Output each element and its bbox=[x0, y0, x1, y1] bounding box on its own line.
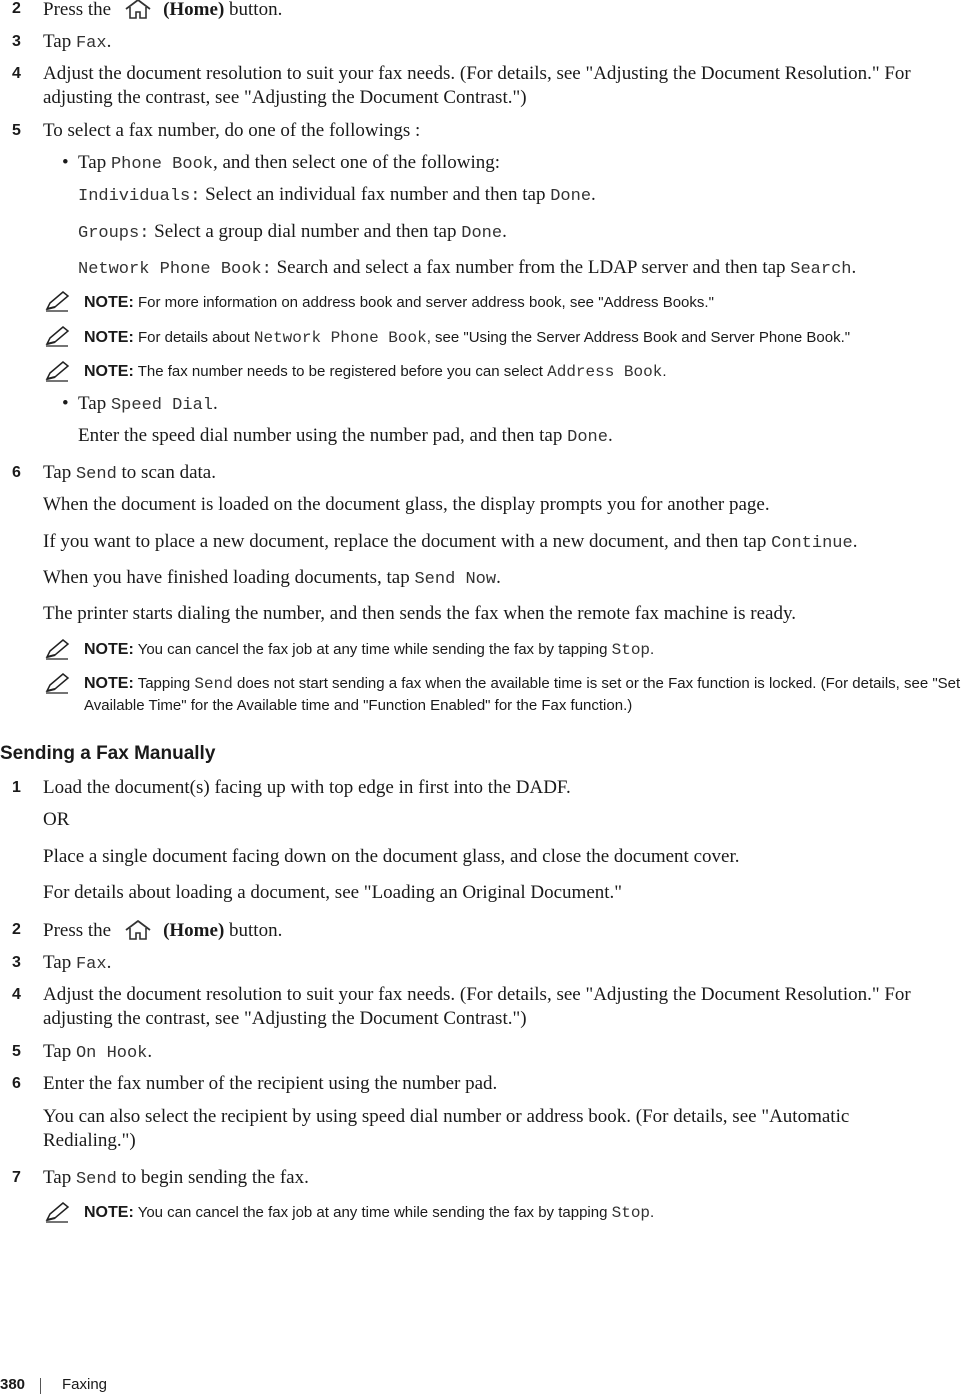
step-number: 3 bbox=[12, 33, 21, 50]
ui-term: Address Book bbox=[547, 363, 663, 381]
step-text-post: . bbox=[106, 31, 112, 52]
note-pencil-icon bbox=[44, 1201, 70, 1223]
bullet-text bbox=[78, 392, 218, 418]
step-text-post: . bbox=[147, 1041, 153, 1062]
step-text-pre: Tap bbox=[43, 1167, 72, 1188]
note bbox=[84, 673, 964, 716]
note bbox=[84, 639, 654, 661]
home-key-label: (Home) bbox=[163, 920, 225, 941]
note-text-post: . bbox=[650, 1204, 655, 1221]
note-pencil-icon bbox=[44, 638, 70, 660]
note-text: Tapping bbox=[137, 675, 191, 692]
note-label: NOTE: bbox=[84, 363, 134, 380]
instruction-text: Enter the speed dial number using the number pad, and then tap bbox=[78, 425, 563, 446]
step-number: 3 bbox=[12, 954, 21, 971]
note-text-post: . bbox=[662, 363, 667, 380]
ui-term: Stop bbox=[611, 641, 651, 659]
step-number: 4 bbox=[12, 65, 21, 82]
page-number: 380 bbox=[0, 1376, 26, 1393]
step-text-post: to scan data. bbox=[121, 462, 216, 483]
footer-section-title: Faxing bbox=[62, 1376, 108, 1393]
home-icon bbox=[123, 918, 153, 942]
step-text-pre: Tap bbox=[43, 462, 72, 483]
ui-term: Network Phone Book bbox=[253, 329, 427, 347]
ui-term: Groups: bbox=[78, 224, 150, 243]
bullet-text bbox=[78, 151, 500, 177]
note-text-post: , see "Using the Server Address Book and Server Phone Book." bbox=[426, 329, 851, 346]
ui-term: Search bbox=[790, 260, 852, 279]
note-text: You can cancel the fax job at any time while sending the fax by tapping bbox=[137, 641, 608, 658]
step-text bbox=[43, 918, 282, 943]
home-key-label: (Home) bbox=[163, 0, 225, 20]
note bbox=[84, 361, 667, 383]
note-pencil-icon bbox=[44, 672, 70, 694]
step-number: 1 bbox=[12, 779, 21, 796]
step-text: To select a fax number, do one of the followings : bbox=[43, 120, 421, 141]
ui-term: Individuals: bbox=[78, 187, 201, 206]
ui-term: Network Phone Book: bbox=[78, 260, 272, 279]
note bbox=[84, 327, 850, 349]
bullet-text-pre: Tap bbox=[78, 393, 107, 414]
paragraph: Place a single document facing down on the document glass, and close the document cover. bbox=[43, 846, 740, 867]
option-text: Select an individual fax number and then tap bbox=[205, 184, 546, 205]
paragraph-text: If you want to place a new document, replace the document with a new document, and then tap bbox=[43, 531, 767, 552]
step-number: 4 bbox=[12, 986, 21, 1003]
paragraph: The printer starts dialing the number, and then sends the fax when the remote fax machine is ready. bbox=[43, 603, 797, 624]
bullet-text-pre: Tap bbox=[78, 152, 107, 173]
paragraph: When the document is loaded on the document glass, the display prompts you for another page. bbox=[43, 494, 770, 515]
note-text: For details about bbox=[137, 329, 250, 346]
bullet-text-post: . bbox=[213, 393, 218, 414]
step-text-post: button. bbox=[229, 920, 283, 941]
note-label: NOTE: bbox=[84, 675, 134, 692]
step-number: 2 bbox=[12, 0, 21, 17]
step-text-pre: Press the bbox=[43, 0, 112, 20]
ui-term: Done bbox=[461, 224, 503, 243]
ui-term: Continue bbox=[771, 534, 853, 553]
ui-term: Done bbox=[550, 187, 592, 206]
speed-dial-instruction bbox=[78, 424, 613, 450]
option-groups bbox=[78, 220, 507, 246]
option-text-post: . bbox=[851, 257, 857, 278]
step-number: 5 bbox=[12, 1043, 21, 1060]
ui-term: Done bbox=[567, 428, 608, 447]
step-text: Load the document(s) facing up with top edge in first into the DADF. bbox=[43, 777, 571, 798]
ui-term: Stop bbox=[611, 1204, 651, 1222]
note-pencil-icon bbox=[44, 290, 70, 312]
step-number: 6 bbox=[12, 464, 21, 481]
ui-term: Fax bbox=[75, 34, 107, 53]
note-pencil-icon bbox=[44, 360, 70, 382]
step-text bbox=[43, 30, 111, 56]
step-text-post: button. bbox=[229, 0, 283, 20]
step-text bbox=[43, 1166, 309, 1192]
step-text-pre: Press the bbox=[43, 920, 112, 941]
step-text: Adjust the document resolution to suit your fax needs. (For details, see "Adjusting the Document Resolution." For adjusting the contrast, see "Adjusting the Document Contrast.") bbox=[43, 63, 911, 108]
section-heading: Sending a Fax Manually bbox=[0, 743, 216, 764]
step-text-pre: Tap bbox=[43, 952, 72, 973]
instruction-text-post: . bbox=[607, 425, 613, 446]
note-label: NOTE: bbox=[84, 329, 134, 346]
option-text-post: . bbox=[502, 221, 507, 242]
paragraph bbox=[43, 530, 857, 556]
bullet: • bbox=[62, 152, 69, 173]
footer-divider bbox=[40, 1378, 41, 1394]
paragraph-text-post: . bbox=[496, 567, 501, 588]
step-text-pre: Tap bbox=[43, 1041, 72, 1062]
note-text: The fax number needs to be registered before you can select bbox=[137, 363, 543, 380]
option-network-phone-book bbox=[78, 256, 856, 282]
bullet-text-post: , and then select one of the following: bbox=[213, 152, 501, 173]
paragraph: You can also select the recipient by using speed dial number or address book. (For details, see "Automatic Redialing.") bbox=[43, 1106, 850, 1151]
paragraph-text: When you have finished loading documents, tap bbox=[43, 567, 410, 588]
note-label: NOTE: bbox=[84, 641, 134, 658]
ui-term: Phone Book bbox=[110, 155, 213, 174]
note-text: You can cancel the fax job at any time while sending the fax by tapping bbox=[137, 1204, 608, 1221]
option-text: Search and select a fax number from the LDAP server and then tap bbox=[276, 257, 786, 278]
ui-term: Send bbox=[75, 465, 117, 484]
step-text-post: . bbox=[106, 952, 112, 973]
step-text bbox=[43, 1040, 152, 1066]
or-text: OR bbox=[43, 809, 70, 830]
step-text: Enter the fax number of the recipient using the number pad. bbox=[43, 1073, 498, 1094]
note-text: For more information on address book and server address book, see "Address Books." bbox=[137, 294, 714, 311]
step-text bbox=[43, 461, 216, 487]
note-label: NOTE: bbox=[84, 294, 134, 311]
step-text-post: to begin sending the fax. bbox=[121, 1167, 309, 1188]
note bbox=[84, 1202, 654, 1224]
bullet: • bbox=[62, 393, 69, 414]
paragraph: For details about loading a document, see "Loading an Original Document." bbox=[43, 882, 623, 903]
option-text-post: . bbox=[591, 184, 596, 205]
option-individuals bbox=[78, 183, 596, 209]
step-text-pre: Tap bbox=[43, 31, 72, 52]
paragraph bbox=[43, 566, 501, 592]
note-text-post: does not start sending a fax when the available time is set or the Fax function is locked. (For details, see "Set Available Time" for the Available time and "Function Enabled" for the Fax function.) bbox=[84, 675, 961, 714]
home-icon bbox=[123, 0, 153, 21]
note bbox=[84, 292, 714, 313]
option-text: Select a group dial number and then tap bbox=[154, 221, 457, 242]
ui-term: Send bbox=[75, 1170, 117, 1189]
ui-term: Speed Dial bbox=[110, 396, 213, 415]
step-number: 7 bbox=[12, 1169, 21, 1186]
ui-term: On Hook bbox=[75, 1044, 148, 1063]
ui-term: Fax bbox=[75, 955, 107, 974]
step-text: Adjust the document resolution to suit your fax needs. (For details, see "Adjusting the Document Resolution." For adjusting the contrast, see "Adjusting the Document Contrast.") bbox=[43, 984, 911, 1029]
step-number: 2 bbox=[12, 921, 21, 938]
paragraph-text-post: . bbox=[852, 531, 858, 552]
step-text bbox=[43, 951, 111, 977]
ui-term: Send Now bbox=[414, 570, 497, 589]
step-text bbox=[43, 0, 282, 22]
note-label: NOTE: bbox=[84, 1204, 134, 1221]
note-pencil-icon bbox=[44, 325, 70, 347]
step-number: 6 bbox=[12, 1075, 21, 1092]
ui-term: Send bbox=[194, 675, 233, 693]
step-number: 5 bbox=[12, 122, 21, 139]
note-text-post: . bbox=[650, 641, 655, 658]
